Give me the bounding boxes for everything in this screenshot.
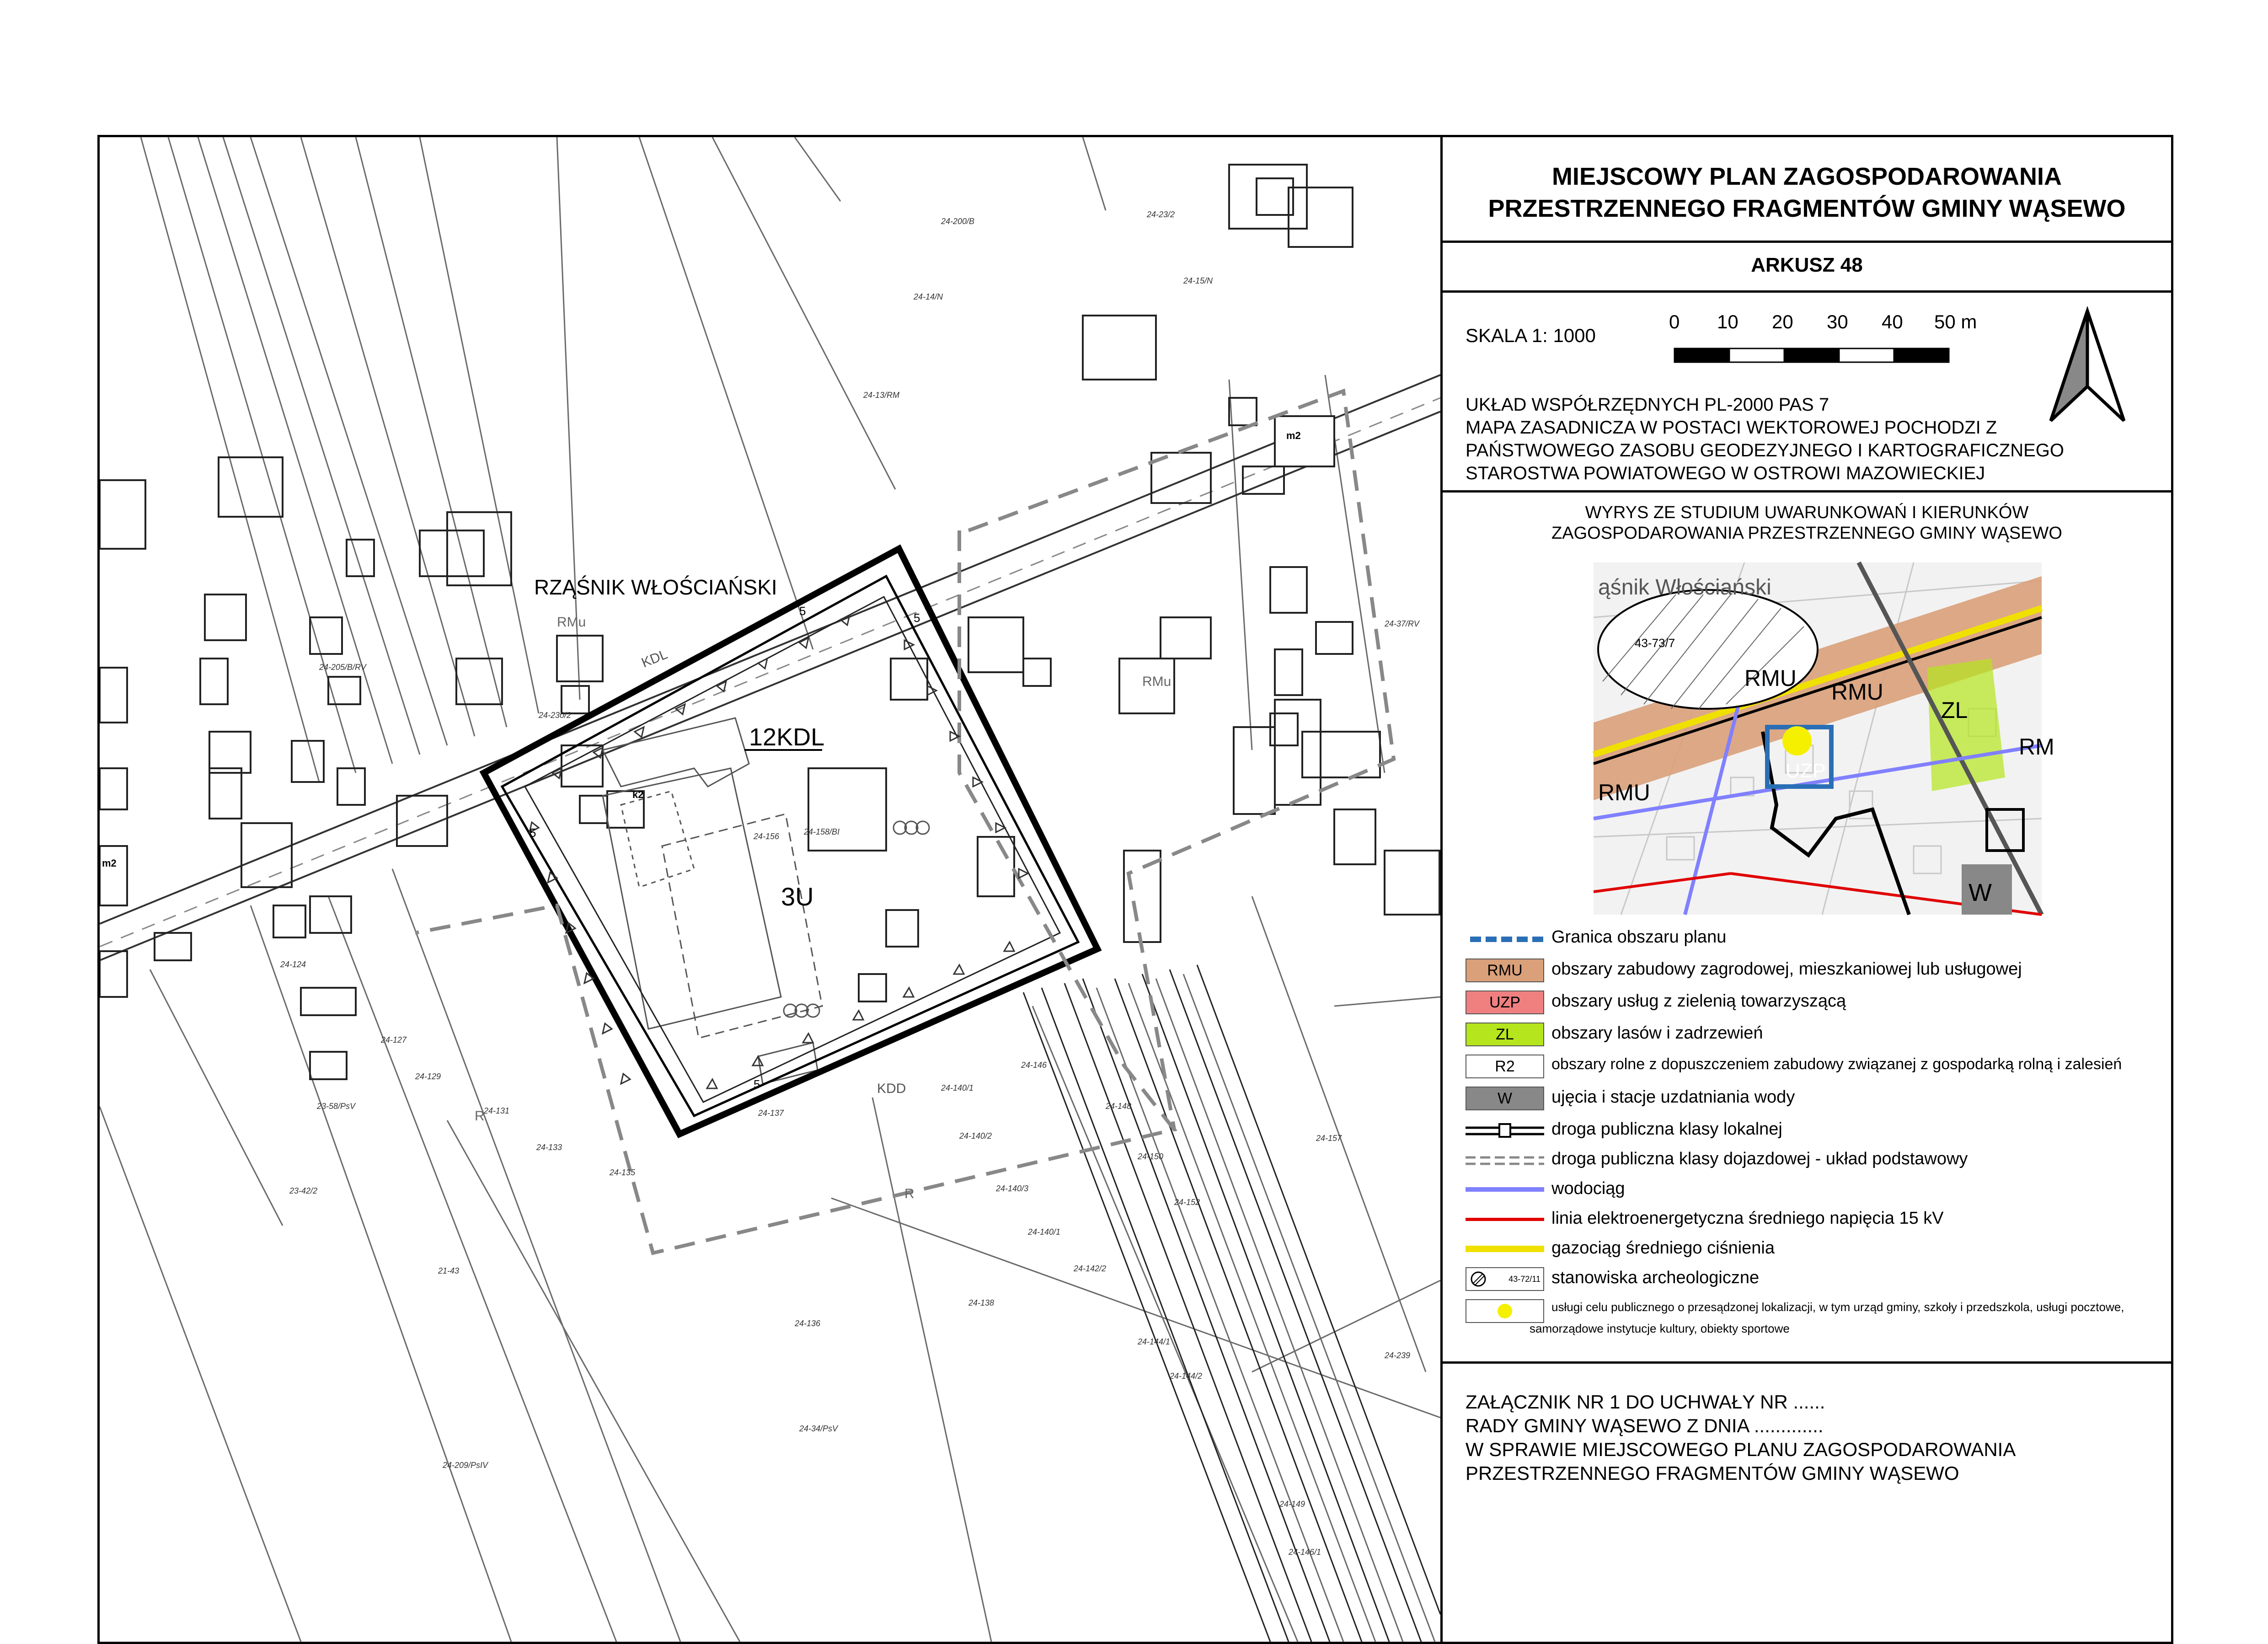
svg-text:24-34/PsV: 24-34/PsV [799, 1424, 838, 1433]
svg-text:24-146: 24-146 [1021, 1060, 1047, 1070]
svg-text:24-137: 24-137 [758, 1108, 784, 1118]
parcel-numbers [280, 210, 1420, 1557]
svg-text:24-138: 24-138 [968, 1298, 995, 1307]
svg-text:24-239: 24-239 [1385, 1351, 1411, 1360]
svg-text:24-200/B: 24-200/B [941, 217, 975, 226]
title-block-panel: MIEJSCOWY PLAN ZAGOSPODAROWANIA PRZESTRZENNEGO FRAGMENTÓW GMINY WĄSEWO ARKUSZ 48 SKALA 1: 1000 0 10 20 30 40 50 m UKŁAD WSPÓŁRZĘDNYCH PL-2000 PAS 7 MAPA ZASADNICZA W POSTACI WEKTOROWEJ POCHODZI Z PAŃSTWOWEGO ZASOBU GEODEZYJNEGO I KARTOGRAFICZNEGO STAROSTWA POWIATOWEGO W OSTROWI MAZOWIECKIEJ WYRYS ZE STUDIUM UWARUNKOWAŃ I KIERUNKÓW ZAGOSPODAROWANIA PRZESTRZENNEGO GMINY WĄSEWO ąśnik Włościański 43-73/7 RMU RMU RMU ZL UZP RM W Granica obszaru planu RMU obszary zabudowy zagrodowej, mieszkaniowej lub usługowej UZP obszary usług z zielenią towarzyszącą ZL obszary lasów i zadrzewień R2 obszary rolne z dopuszczeniem zabudowy związanej z gospodarką rolną i zalesień W ujęcia i stacje uzdatniania wody droga publiczna klasy lokalnej droga publiczna klasy dojazdowej - układ podstawowy wodociąg linia elektroenergetyczna średniego napięcia 15 kV gazociąg średniego ciśnienia 43-72/11 stanowiska archeologiczne usługi celu publicznego o przesądzonej lokalizacji, w tym urząd gminy, szkoły i przedszkola, usługi pocztowe, samorządowe instytucje kultury, obiekty sportowe ZAŁĄCZNIK NR 1 DO UCHWAŁY NR ...... RADY GMINY WĄSEWO Z DNIA ............. W SPRAWIE MIEJSCOWEGO PLANU ZAGOSPODAROWANIA PRZESTRZENNEGO FRAGMENTÓW GMINY WĄSEWO [1443, 137, 2171, 1642]
building-k2: k2 [632, 789, 644, 800]
svg-text:RMU: RMU [1744, 665, 1797, 691]
svg-text:24-150: 24-150 [1138, 1152, 1164, 1161]
public-service-marker [1782, 726, 1812, 755]
coordinate-source-info: UKŁAD WSPÓŁRZĘDNYCH PL-2000 PAS 7 MAPA ZASADNICZA W POSTACI WEKTOROWEJ POCHODZI Z PAŃSTWOWEGO ZASOBU GEODEZYJNEGO I KARTOGRAFICZNEGO STAROSTWA POWIATOWEGO W OSTROWI MAZOWIECKIEJ [1466, 395, 2065, 483]
svg-text:24-140/1: 24-140/1 [1028, 1227, 1061, 1237]
plan-area-inner [502, 576, 1078, 1116]
annex-info: ZAŁĄCZNIK NR 1 DO UCHWAŁY NR ...... RADY GMINY WĄSEWO Z DNIA ............. W SPRAWIE MIEJSCOWEGO PLANU ZAGOSPODAROWANIA PRZESTRZENNEGO FRAGMENTÓW GMINY WĄSEWO [1466, 1391, 2016, 1484]
zone-label-3u: 3U [781, 882, 814, 911]
main-road [100, 375, 1440, 960]
building-m2-b: m2 [102, 857, 117, 869]
building-m2-a: m2 [1286, 430, 1301, 441]
sheet-number: ARKUSZ 48 [1751, 254, 1863, 276]
svg-text:24-140/2: 24-140/2 [959, 1131, 992, 1141]
zone-label-12kdl: 12KDL [749, 723, 825, 751]
svg-text:24-136: 24-136 [795, 1319, 821, 1328]
svg-text:23-58/PsV: 23-58/PsV [317, 1102, 356, 1111]
svg-text:24-142/2: 24-142/2 [1074, 1264, 1107, 1273]
svg-text:24-15/N: 24-15/N [1183, 276, 1213, 285]
svg-text:24-144/2: 24-144/2 [1170, 1371, 1203, 1381]
scale-bar [1674, 348, 1957, 366]
base-map [100, 137, 1440, 1642]
svg-text:24-140/3: 24-140/3 [996, 1184, 1029, 1193]
svg-text:RMU: RMU [1831, 679, 1883, 705]
r-label-2: R [904, 1186, 915, 1201]
svg-text:24-129: 24-129 [415, 1072, 441, 1081]
svg-text:24-148: 24-148 [1106, 1102, 1132, 1111]
plan-title-line-2: PRZESTRZENNEGO FRAGMENTÓW GMINY WĄSEWO [1488, 195, 2126, 222]
svg-text:24-205/B/RV: 24-205/B/RV [319, 663, 366, 672]
r-label-1: R [475, 1108, 485, 1124]
rmu-label-right: RMu [1142, 674, 1171, 689]
dim-label-5b: 5 [914, 611, 920, 625]
kdl-label: KDL [639, 647, 670, 671]
svg-text:24-135: 24-135 [610, 1168, 636, 1177]
svg-text:UZP: UZP [1786, 760, 1826, 782]
svg-text:RM: RM [2019, 734, 2054, 760]
svg-text:RMU: RMU [1598, 780, 1650, 805]
svg-text:24-14/N: 24-14/N [914, 292, 943, 301]
svg-text:24-23/2: 24-23/2 [1147, 210, 1175, 219]
svg-text:21-43: 21-43 [438, 1266, 460, 1275]
svg-text:43-73/7: 43-73/7 [1635, 636, 1675, 650]
dim-label-5a: 5 [799, 604, 806, 618]
svg-text:24-149: 24-149 [1279, 1499, 1305, 1509]
kdd-label: KDD [877, 1081, 906, 1096]
svg-text:24-209/PsIV: 24-209/PsIV [443, 1461, 488, 1470]
svg-text:24-158/BI: 24-158/BI [804, 827, 840, 836]
svg-text:24-144/1: 24-144/1 [1138, 1337, 1171, 1346]
utility-corridor [1023, 965, 1440, 1642]
svg-text:24-157: 24-157 [1316, 1134, 1342, 1143]
parcel-lines [100, 137, 1440, 1642]
svg-text:24-140/1: 24-140/1 [941, 1083, 974, 1092]
scale-label: SKALA 1: 1000 [1466, 325, 1596, 346]
public-service-icon [1496, 1303, 1514, 1319]
svg-text:W: W [1968, 879, 1992, 906]
dim-label-5d: 5 [754, 1077, 760, 1091]
road-name-label: RZĄŚNIK WŁOŚCIAŃSKI [534, 575, 777, 599]
svg-text:24-13/RM: 24-13/RM [863, 391, 900, 400]
svg-text:24-230/2: 24-230/2 [539, 711, 572, 720]
study-title-2: ZAGOSPODAROWANIA PRZESTRZENNEGO GMINY WĄSEWO [1551, 524, 2062, 543]
svg-text:24-124: 24-124 [280, 960, 306, 969]
plan-title-line-1: MIEJSCOWY PLAN ZAGOSPODAROWANIA [1551, 163, 2062, 190]
svg-text:24-152: 24-152 [1174, 1198, 1200, 1207]
study-title-1: WYRYS ZE STUDIUM UWARUNKOWAŃ I KIERUNKÓW [1585, 503, 2029, 522]
svg-text:24-127: 24-127 [381, 1035, 407, 1044]
svg-text:24-131: 24-131 [484, 1106, 510, 1115]
rmu-label: RMu [557, 615, 586, 630]
svg-text:ąśnik Włościański: ąśnik Włościański [1598, 575, 1771, 600]
archaeology-icon [1470, 1271, 1487, 1287]
svg-text:24-156: 24-156 [754, 832, 780, 841]
dim-label-5c: 5 [530, 826, 536, 840]
study-excerpt-map [1594, 562, 2054, 915]
dashed-roads [415, 391, 1394, 1253]
svg-text:24-133: 24-133 [536, 1143, 562, 1152]
svg-text:ZL: ZL [1941, 697, 1968, 723]
svg-text:24-37/RV: 24-37/RV [1385, 619, 1419, 628]
svg-text:23-42/2: 23-42/2 [289, 1186, 318, 1195]
svg-text:24-146/1: 24-146/1 [1289, 1548, 1321, 1557]
